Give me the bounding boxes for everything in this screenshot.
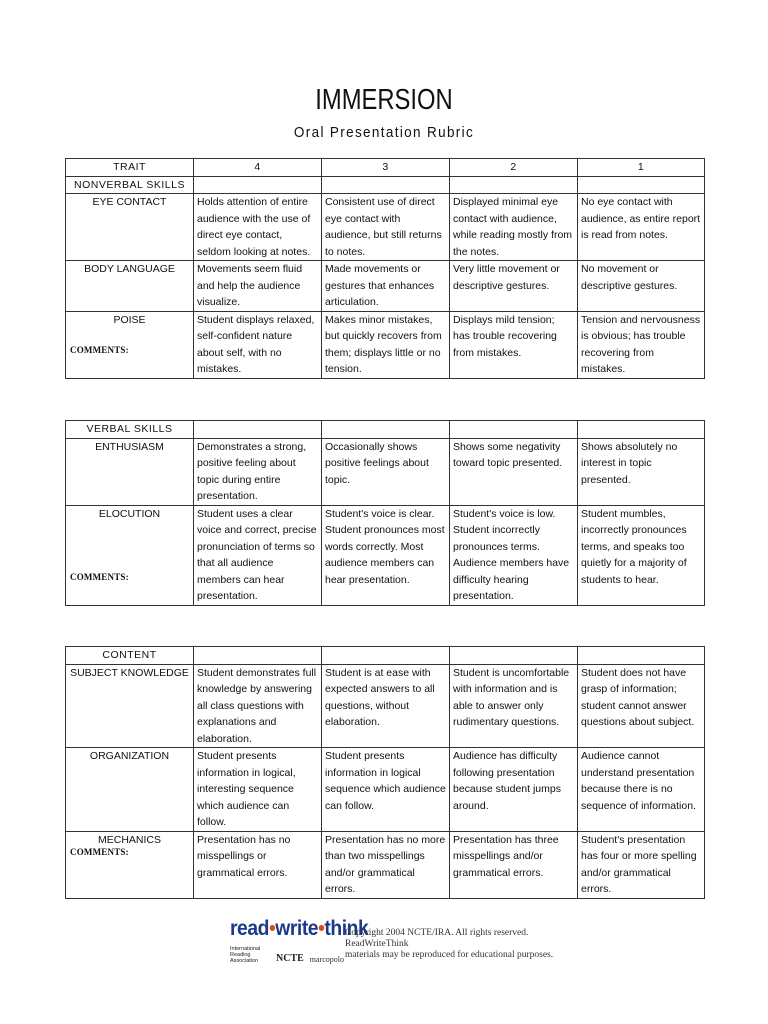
cell-score-2: Displayed minimal eye contact with audience, while reading mostly from the notes. xyxy=(450,194,578,261)
cell-score-3: Makes minor mistakes, but quickly recovers from them; displays little or no tension. xyxy=(322,311,450,378)
document-subtitle: Oral Presentation Rubric xyxy=(293,124,475,141)
cell-score-1: No movement or descriptive gestures. xyxy=(578,261,705,312)
table-header-row xyxy=(66,159,705,177)
cell-score-4: Holds attention of entire audience with the use of direct eye contact, seldom looking at notes. xyxy=(194,194,322,261)
cell-score-4: Student displays relaxed, self-confident nature about self, with no mistakes. xyxy=(194,311,322,378)
table-row xyxy=(66,748,705,832)
section-row xyxy=(66,421,705,439)
table-row xyxy=(66,664,705,748)
trait-mechanics: MECHANICS xyxy=(66,831,194,898)
cell-score-4: Student uses a clear voice and correct, precise pronunciation of terms so that all audience members can hear presentation. xyxy=(194,505,322,605)
logo-think: think xyxy=(324,917,369,940)
cell-score-3: Student is at ease with expected answers to all questions, without elaboration. xyxy=(322,664,450,748)
cell-score-1: Audience cannot understand presentation because there is no sequence of information. xyxy=(578,748,705,832)
cell-score-3: Student's voice is clear. Student pronounces most words correctly. Most audience members can hear presentation. xyxy=(322,505,450,605)
cell-score-3: Presentation has no more than two misspellings and/or grammatical errors. xyxy=(322,831,450,898)
cell-score-4: Student demonstrates full knowledge by answering all class questions with explanations and elaboration. xyxy=(194,664,322,748)
section-name: NONVERBAL SKILLS xyxy=(66,176,194,194)
logo-dot: • xyxy=(318,917,325,940)
comments-label: COMMENTS: xyxy=(70,847,129,857)
comments-label: COMMENTS: xyxy=(70,345,129,355)
header-score-4: 4 xyxy=(194,159,322,177)
cell-score-1: No eye contact with audience, as entire report is read from notes. xyxy=(578,194,705,261)
cell-score-1: Tension and nervousness is obvious; has trouble recovering from mistakes. xyxy=(578,311,705,378)
partner-logos xyxy=(230,946,344,964)
header-score-3: 3 xyxy=(322,159,450,177)
table-row xyxy=(66,261,705,312)
cell-score-2: Audience has difficulty following presentation because student jumps around. xyxy=(450,748,578,832)
cell-score-4: Demonstrates a strong, positive feeling about topic during entire presentation. xyxy=(194,438,322,505)
cell-score-1: Student mumbles, incorrectly pronounces terms, and speaks too quietly for a majority of students to hear. xyxy=(578,505,705,605)
trait-elocution: ELOCUTION xyxy=(66,505,194,605)
header-trait: TRAIT xyxy=(66,159,194,177)
header-score-1: 1 xyxy=(578,159,705,177)
cell-score-1: Shows absolutely no interest in topic presented. xyxy=(578,438,705,505)
header-score-2: 2 xyxy=(450,159,578,177)
trait-subject-knowledge: SUBJECT KNOWLEDGE xyxy=(66,664,194,748)
cell-score-2: Presentation has three misspellings and/or grammatical errors. xyxy=(450,831,578,898)
cell-score-2: Shows some negativity toward topic presented. xyxy=(450,438,578,505)
rubric-table-verbal xyxy=(65,420,705,606)
cell-score-2: Displays mild tension; has trouble recovering from mistakes. xyxy=(450,311,578,378)
document-title: IMMERSION xyxy=(315,84,453,116)
cell-score-1: Student does not have grasp of information; student cannot answer questions about subject. xyxy=(578,664,705,748)
cell-score-3: Student presents information in logical sequence which audience can follow. xyxy=(322,748,450,832)
cell-score-2: Very little movement or descriptive gestures. xyxy=(450,261,578,312)
cell-score-3: Occasionally shows positive feelings about topic. xyxy=(322,438,450,505)
section-name: VERBAL SKILLS xyxy=(66,421,194,439)
logo-dot: • xyxy=(268,917,276,940)
cell-score-3: Made movements or gestures that enhances articulation. xyxy=(322,261,450,312)
trait-enthusiasm: ENTHUSIASM xyxy=(66,438,194,505)
trait-poise: POISE xyxy=(66,311,194,378)
table-row xyxy=(66,194,705,261)
cell-score-4: Student presents information in logical, interesting sequence which audience can follow. xyxy=(194,748,322,832)
trait-eye-contact: EYE CONTACT xyxy=(66,194,194,261)
logo-wordmark xyxy=(230,917,369,940)
copyright-line-2: materials may be reproduced for educational purposes. xyxy=(345,950,554,960)
copyright-line-1: Copyright 2004 NCTE/IRA. All rights reserved. ReadWriteThink xyxy=(345,928,529,949)
rubric-table-content xyxy=(65,646,705,899)
cell-score-1: Student's presentation has four or more spelling and/or grammatical errors. xyxy=(578,831,705,898)
cell-score-2: Student is uncomfortable with information and is able to answer only rudimentary questions. xyxy=(450,664,578,748)
logo-write: write xyxy=(275,917,319,940)
trait-body-language: BODY LANGUAGE xyxy=(66,261,194,312)
marcopolo-logo: marcopolo xyxy=(309,955,345,964)
trait-organization: ORGANIZATION xyxy=(66,748,194,832)
cell-score-4: Movements seem fluid and help the audience visualize. xyxy=(194,261,322,312)
section-name: CONTENT xyxy=(66,647,194,665)
ira-logo: International Reading Association xyxy=(230,946,261,964)
comments-label: COMMENTS: xyxy=(70,572,129,582)
table-row xyxy=(66,831,705,898)
readwritethink-logo xyxy=(230,917,369,968)
table-row xyxy=(66,505,705,605)
cell-score-2: Student's voice is low. Student incorrectly pronounces terms. Audience members have difficulty hearing presentation. xyxy=(450,505,578,605)
copyright-notice xyxy=(345,928,585,961)
table-row xyxy=(66,311,705,378)
cell-score-4: Presentation has no misspellings or grammatical errors. xyxy=(194,831,322,898)
rubric-table-nonverbal xyxy=(65,158,705,379)
logo-read: read xyxy=(230,917,269,940)
cell-score-3: Consistent use of direct eye contact with audience, but still returns to notes. xyxy=(322,194,450,261)
table-row xyxy=(66,438,705,505)
ncte-logo: NCTE xyxy=(276,953,304,964)
section-row xyxy=(66,647,705,665)
section-row xyxy=(66,176,705,194)
